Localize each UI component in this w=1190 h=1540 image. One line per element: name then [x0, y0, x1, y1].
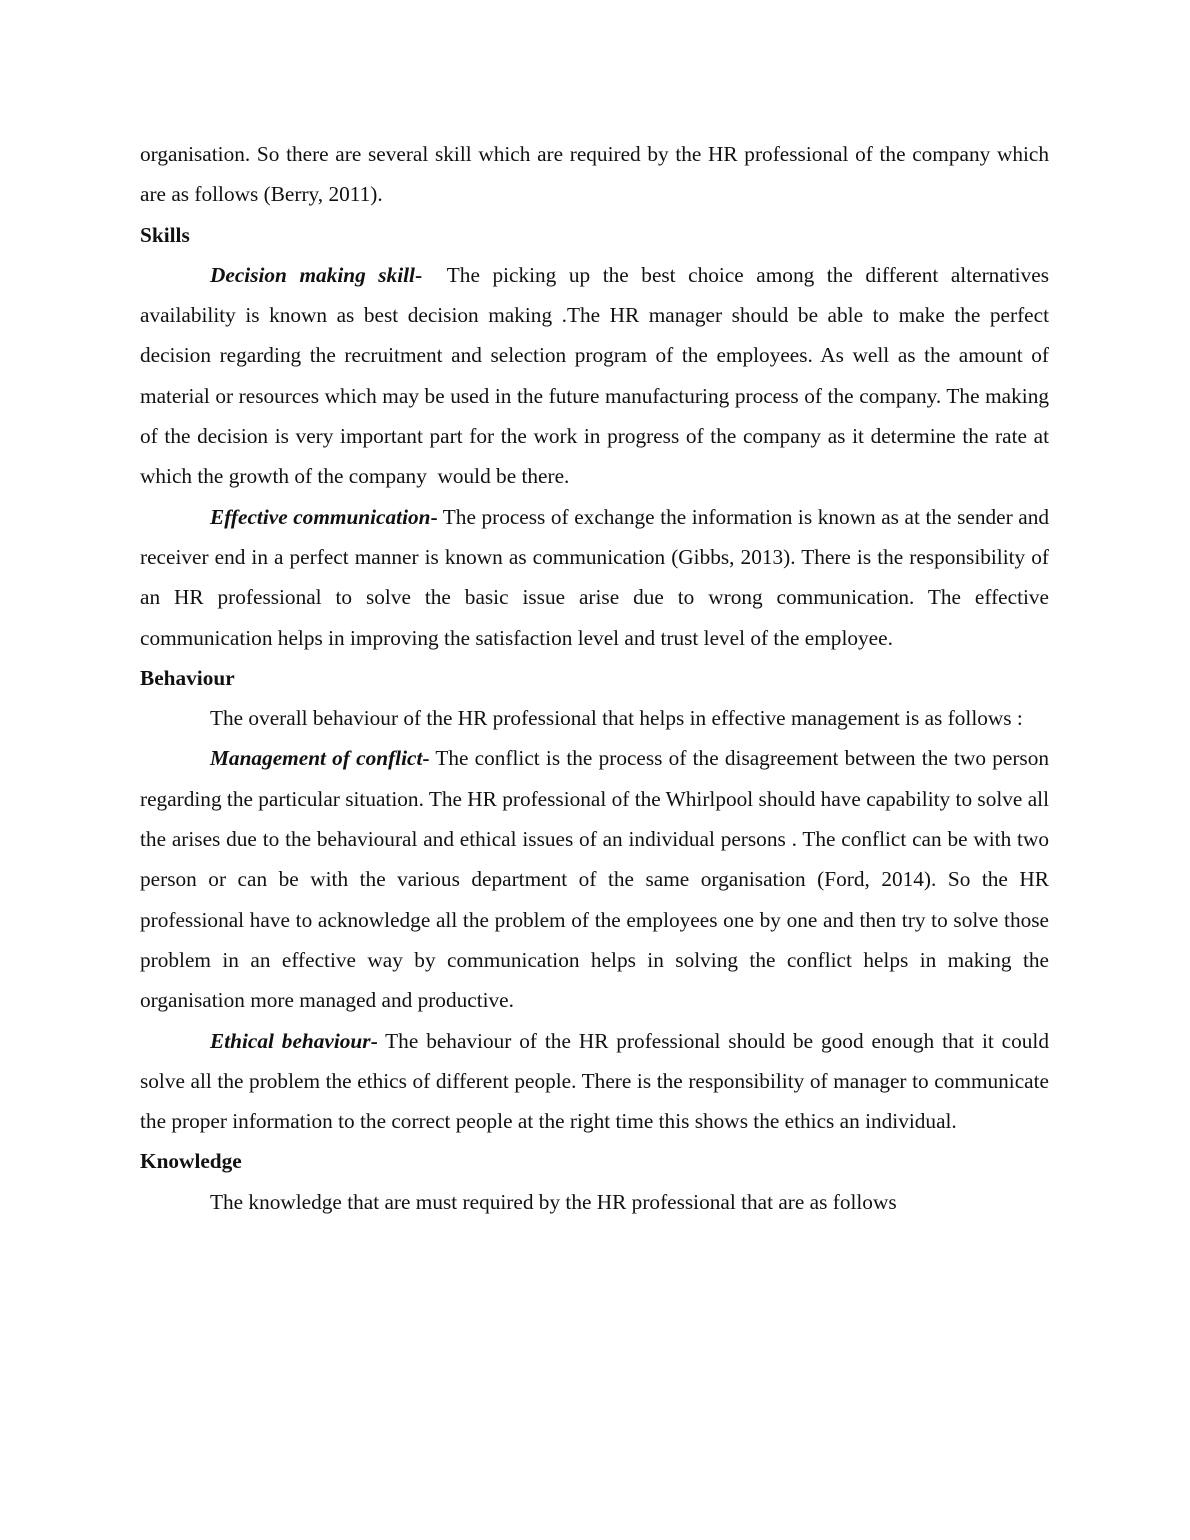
management-of-conflict-paragraph	[140, 738, 1049, 1020]
term-dash: -	[422, 746, 430, 771]
intro-paragraph: organisation. So there are several skill which are required by the HR professional of the company which are as follows (Berry, 2011).	[140, 142, 1049, 207]
ethical-behaviour-paragraph	[140, 1021, 1049, 1142]
knowledge-intro-paragraph: The knowledge that are must required by the HR professional that are as follows	[210, 1189, 897, 1214]
decision-making-text: The picking up the best choice among the different alternatives availability is known as best decision making .The HR manager should be able to make the perfect decision regarding the recruitment and selection program of the employees. As well as the amount of material or resources which may be used in the future manufacturing process of the company. The making of the decision is very important part for the work in progress of the company as it determine the rate at which the growth of the company would be there.	[140, 262, 1055, 489]
decision-making-term: Decision making skill	[210, 262, 415, 287]
term-dash: -	[370, 1028, 378, 1053]
ethical-behaviour-text: The behaviour of the HR professional should be good enough that it could solve all the problem the ethics of different people. There is the responsibility of manager to communicate the proper information to the correct people at the right time this shows the ethics an individual.	[140, 1028, 1049, 1134]
behaviour-intro-paragraph: The overall behaviour of the HR professional that helps in effective management is as follows :	[210, 706, 1023, 731]
effective-communication-text: The process of exchange the information is known as at the sender and receiver end in a perfect manner is known as communication (Gibbs, 2013). There is the responsibility of an HR professional to solve the basic issue arise due to wrong communication. The effective communication helps in improving the satisfaction level and trust level of the employee.	[140, 504, 1049, 650]
effective-communication-term: Effective communication	[210, 504, 431, 529]
behaviour-heading: Behaviour	[140, 665, 235, 690]
ethical-behaviour-term: Ethical behaviour	[210, 1028, 371, 1053]
decision-making-paragraph	[140, 255, 1055, 497]
management-of-conflict-term: Management of conflict	[210, 746, 423, 771]
management-of-conflict-text: The conflict is the process of the disagreement between the two person regarding the particular situation. The HR professional of the Whirlpool should have capability to solve all the arises due to the behavioural and ethical issues of an individual persons . The conflict can be with two person or can be with the various department of the same organisation (Ford, 2014). So the HR professional have to acknowledge all the problem of the employees one by one and then try to solve those problem in an effective way by communication helps in solving the conflict helps in making the organisation more managed and productive.	[140, 746, 1049, 1013]
effective-communication-paragraph	[140, 497, 1049, 658]
term-dash: -	[414, 262, 423, 287]
knowledge-heading: Knowledge	[140, 1149, 242, 1174]
term-dash: -	[430, 504, 438, 529]
document-page	[140, 134, 1055, 1222]
skills-heading: Skills	[140, 222, 190, 247]
